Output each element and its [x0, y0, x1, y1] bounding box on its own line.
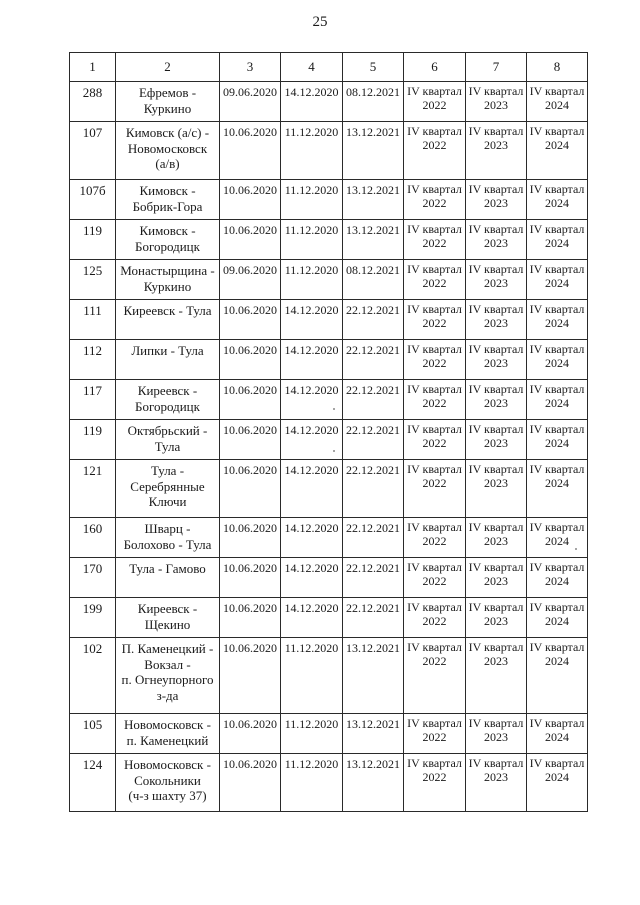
route-name-cell	[116, 380, 220, 420]
quarter-line: IV квартал	[407, 222, 462, 236]
quarter-cell-7	[466, 260, 527, 300]
route-name-cell	[116, 638, 220, 714]
quarter-line: IV квартал	[529, 84, 585, 98]
quarter-cell-8	[527, 638, 588, 714]
date-cell-5: 22.12.2021	[343, 598, 404, 638]
table-row	[70, 380, 588, 420]
quarter-cell-7	[466, 122, 527, 180]
quarter-line: 2023	[484, 275, 508, 290]
route-name-line: Новомосковск -	[124, 717, 211, 732]
route-name-line: Новомосковск -	[124, 757, 211, 772]
quarter-line: 2023	[484, 137, 508, 152]
route-number-cell: 102	[70, 638, 116, 714]
quarter-cell-7	[466, 598, 527, 638]
date-cell-3: 10.06.2020	[220, 460, 281, 518]
quarter-line: IV квартал	[407, 462, 462, 476]
quarter-line: IV квартал	[407, 262, 462, 276]
quarter-line: 2022	[422, 275, 447, 290]
route-name-cell	[116, 558, 220, 598]
date-cell-5: 22.12.2021	[343, 460, 404, 518]
table-row	[70, 558, 588, 598]
header-cell-3: 3	[220, 53, 281, 82]
quarter-line: 2024	[545, 315, 569, 330]
date-cell-4: 11.12.2020	[281, 220, 343, 260]
route-name-line: Киреевск - Тула	[123, 303, 212, 318]
quarter-line: 2024	[545, 613, 569, 628]
quarter-cell-6	[404, 518, 466, 558]
quarter-line: 2024	[545, 533, 569, 548]
route-name-line: Кимовск -	[139, 223, 196, 238]
quarter-line: IV квартал	[468, 222, 524, 236]
date-cell-3: 09.06.2020	[220, 260, 281, 300]
quarter-cell-8	[527, 598, 588, 638]
quarter-cell-6	[404, 714, 466, 754]
quarter-cell-8	[527, 754, 588, 812]
route-number-cell: 170	[70, 558, 116, 598]
quarter-line: IV квартал	[468, 84, 524, 98]
quarter-line: 2023	[484, 235, 508, 250]
quarter-line: 2022	[422, 475, 447, 490]
table-row	[70, 638, 588, 714]
route-name-line: Богородицк	[135, 238, 200, 254]
route-name-cell	[116, 82, 220, 122]
quarter-line: 2022	[422, 613, 447, 628]
header-cell-5: 5	[343, 53, 404, 82]
quarter-line: 2024	[545, 275, 569, 290]
route-number-cell: 199	[70, 598, 116, 638]
quarter-line: 2022	[422, 573, 447, 588]
quarter-cell-7	[466, 754, 527, 812]
route-name-line: Щекино	[144, 616, 191, 632]
route-name-line: Серебрянные	[130, 478, 205, 494]
date-cell-4: 14.12.2020	[281, 300, 343, 340]
quarter-cell-6	[404, 754, 466, 812]
quarter-cell-6	[404, 638, 466, 714]
quarter-cell-7	[466, 420, 527, 460]
date-cell-4: 11.12.2020	[281, 638, 343, 714]
route-name-line: (ч-з шахту 37)	[128, 788, 207, 804]
quarter-line: IV квартал	[529, 600, 585, 614]
route-name-cell	[116, 754, 220, 812]
date-cell-4: 11.12.2020	[281, 260, 343, 300]
quarter-line: IV квартал	[468, 342, 524, 356]
table-row	[70, 300, 588, 340]
route-name-line: Ефремов -	[138, 85, 197, 100]
quarter-line: 2024	[545, 653, 569, 668]
date-cell-4: 14.12.2020	[281, 518, 343, 558]
date-cell-5: 22.12.2021	[343, 300, 404, 340]
date-cell-3: 10.06.2020	[220, 340, 281, 380]
route-name-line: Куркино	[143, 278, 192, 294]
date-cell-3: 10.06.2020	[220, 300, 281, 340]
quarter-cell-6	[404, 260, 466, 300]
quarter-cell-7	[466, 518, 527, 558]
header-row	[70, 53, 588, 82]
route-number-cell: 111	[70, 300, 116, 340]
quarter-line: IV квартал	[407, 124, 462, 138]
quarter-cell-7	[466, 220, 527, 260]
header-cell-1: 1	[70, 53, 116, 82]
quarter-cell-8	[527, 558, 588, 598]
header-cell-7: 7	[466, 53, 527, 82]
date-cell-4: 14.12.2020	[281, 340, 343, 380]
quarter-cell-7	[466, 340, 527, 380]
date-cell-3: 10.06.2020	[220, 598, 281, 638]
quarter-cell-8	[527, 460, 588, 518]
quarter-line: IV квартал	[468, 756, 524, 770]
quarter-line: IV квартал	[407, 342, 462, 356]
route-number-cell: 107б	[70, 180, 116, 220]
quarter-cell-8	[527, 300, 588, 340]
quarter-line: IV квартал	[468, 262, 524, 276]
quarter-cell-6	[404, 460, 466, 518]
route-name-cell	[116, 220, 220, 260]
quarter-line: IV квартал	[529, 520, 585, 534]
quarter-line: 2023	[484, 729, 508, 744]
route-name-line: Куркино	[143, 100, 192, 116]
date-cell-4: 14.12.2020	[281, 598, 343, 638]
quarter-line: 2023	[484, 97, 508, 112]
quarter-line: 2022	[422, 533, 447, 548]
route-number-cell: 119	[70, 420, 116, 460]
quarter-cell-8	[527, 122, 588, 180]
quarter-line: 2022	[422, 235, 447, 250]
quarter-line: IV квартал	[468, 560, 524, 574]
quarter-cell-8	[527, 380, 588, 420]
header-cell-4: 4	[281, 53, 343, 82]
quarter-line: 2022	[422, 395, 447, 410]
route-name-line: п. Огнеупорного	[121, 672, 214, 688]
quarter-line: IV квартал	[529, 560, 585, 574]
route-name-line: Липки - Тула	[131, 343, 204, 358]
quarter-line: 2023	[484, 613, 508, 628]
date-cell-3: 10.06.2020	[220, 518, 281, 558]
quarter-cell-8	[527, 340, 588, 380]
route-name-cell	[116, 460, 220, 518]
header-cell-8: 8	[527, 53, 588, 82]
table-body	[70, 53, 588, 812]
route-name-line: Октябрьский -	[127, 423, 208, 438]
route-name-line: п. Каменецкий	[126, 732, 209, 748]
route-name-line: Бобрик-Гора	[132, 198, 203, 214]
route-name-line: Болохово - Тула	[123, 536, 212, 552]
date-cell-3: 10.06.2020	[220, 638, 281, 714]
route-name-line: Киреевск -	[137, 383, 198, 398]
quarter-line: 2024	[545, 235, 569, 250]
date-cell-5: 22.12.2021	[343, 340, 404, 380]
quarter-line: 2024	[545, 769, 569, 784]
quarter-cell-6	[404, 598, 466, 638]
route-number-cell: 105	[70, 714, 116, 754]
quarter-line: 2024	[545, 475, 569, 490]
quarter-cell-6	[404, 300, 466, 340]
quarter-line: IV квартал	[407, 600, 462, 614]
route-name-cell	[116, 180, 220, 220]
route-name-line: з-да	[156, 687, 179, 703]
quarter-cell-6	[404, 558, 466, 598]
route-name-line: Новомосковск	[127, 140, 208, 156]
route-name-line: П. Каменецкий -	[121, 641, 214, 656]
quarter-line: 2023	[484, 573, 508, 588]
quarter-line: IV квартал	[468, 124, 524, 138]
date-cell-5: 13.12.2021	[343, 180, 404, 220]
date-cell-3: 10.06.2020	[220, 380, 281, 420]
route-name-line: Шварц -	[144, 521, 191, 536]
quarter-line: 2022	[422, 137, 447, 152]
quarter-line: IV квартал	[468, 520, 524, 534]
quarter-line: 2024	[545, 355, 569, 370]
date-cell-5: 13.12.2021	[343, 220, 404, 260]
route-name-line: Тула -	[150, 463, 185, 478]
quarter-line: IV квартал	[529, 182, 585, 196]
quarter-line: 2024	[545, 395, 569, 410]
quarter-cell-7	[466, 558, 527, 598]
page-number: 25	[312, 14, 328, 30]
route-number-cell: 125	[70, 260, 116, 300]
date-cell-4: 14.12.2020	[281, 558, 343, 598]
table-row	[70, 598, 588, 638]
route-number-cell: 117	[70, 380, 116, 420]
quarter-line: 2024	[545, 435, 569, 450]
date-cell-5: 13.12.2021	[343, 638, 404, 714]
quarter-line: IV квартал	[529, 382, 585, 396]
quarter-cell-8	[527, 82, 588, 122]
date-cell-4: 11.12.2020	[281, 122, 343, 180]
quarter-cell-6	[404, 180, 466, 220]
quarter-line: IV квартал	[407, 422, 462, 436]
route-name-cell	[116, 714, 220, 754]
route-number-cell: 119	[70, 220, 116, 260]
quarter-line: 2023	[484, 475, 508, 490]
date-cell-4: 14.12.2020	[281, 420, 343, 460]
date-cell-3: 10.06.2020	[220, 122, 281, 180]
quarter-line: 2024	[545, 573, 569, 588]
quarter-cell-6	[404, 340, 466, 380]
table-row	[70, 460, 588, 518]
route-name-cell	[116, 518, 220, 558]
route-number-cell: 112	[70, 340, 116, 380]
table-row	[70, 180, 588, 220]
date-cell-5: 22.12.2021	[343, 420, 404, 460]
quarter-line: 2023	[484, 435, 508, 450]
quarter-cell-6	[404, 220, 466, 260]
quarter-cell-7	[466, 638, 527, 714]
date-cell-5: 08.12.2021	[343, 260, 404, 300]
quarter-line: 2023	[484, 653, 508, 668]
quarter-line: 2022	[422, 97, 447, 112]
date-cell-4: 14.12.2020	[281, 82, 343, 122]
date-cell-4: 11.12.2020	[281, 754, 343, 812]
quarter-line: IV квартал	[529, 222, 585, 236]
route-name-line: Ключи	[148, 494, 187, 510]
quarter-line: 2024	[545, 137, 569, 152]
route-name-line: Сокольники	[134, 772, 201, 788]
quarter-line: 2022	[422, 769, 447, 784]
date-cell-3: 10.06.2020	[220, 754, 281, 812]
quarter-line: IV квартал	[529, 262, 585, 276]
quarter-line: IV квартал	[468, 382, 524, 396]
quarter-cell-7	[466, 300, 527, 340]
scan-speck	[333, 450, 335, 452]
quarter-cell-7	[466, 460, 527, 518]
quarter-line: 2024	[545, 729, 569, 744]
quarter-line: IV квартал	[529, 342, 585, 356]
quarter-cell-7	[466, 714, 527, 754]
table-row	[70, 340, 588, 380]
quarter-line: IV квартал	[407, 382, 462, 396]
date-cell-3: 10.06.2020	[220, 220, 281, 260]
table-row	[70, 260, 588, 300]
quarter-line: IV квартал	[529, 640, 585, 654]
header-cell-2: 2	[116, 53, 220, 82]
quarter-cell-8	[527, 518, 588, 558]
route-name-line: Тула	[154, 438, 181, 454]
quarter-line: IV квартал	[468, 422, 524, 436]
quarter-line: IV квартал	[407, 560, 462, 574]
date-cell-3: 10.06.2020	[220, 714, 281, 754]
quarter-cell-7	[466, 180, 527, 220]
quarter-line: IV квартал	[407, 756, 462, 770]
quarter-line: 2024	[545, 97, 569, 112]
date-cell-4: 11.12.2020	[281, 714, 343, 754]
quarter-line: IV квартал	[529, 302, 585, 316]
quarter-cell-8	[527, 180, 588, 220]
quarter-line: 2022	[422, 729, 447, 744]
scan-speck	[333, 408, 335, 410]
quarter-line: 2023	[484, 533, 508, 548]
quarter-line: IV квартал	[407, 520, 462, 534]
date-cell-5: 13.12.2021	[343, 754, 404, 812]
quarter-line: IV квартал	[468, 462, 524, 476]
date-cell-4: 14.12.2020	[281, 460, 343, 518]
date-cell-3: 10.06.2020	[220, 558, 281, 598]
route-name-cell	[116, 300, 220, 340]
quarter-line: IV квартал	[407, 640, 462, 654]
route-name-line: Кимовск (а/с) -	[125, 125, 210, 140]
quarter-line: 2022	[422, 355, 447, 370]
date-cell-5: 22.12.2021	[343, 558, 404, 598]
date-cell-3: 10.06.2020	[220, 420, 281, 460]
quarter-cell-8	[527, 420, 588, 460]
route-name-cell	[116, 122, 220, 180]
header-cell-6: 6	[404, 53, 466, 82]
quarter-cell-6	[404, 380, 466, 420]
quarter-cell-8	[527, 220, 588, 260]
table-row	[70, 420, 588, 460]
date-cell-4: 14.12.2020	[281, 380, 343, 420]
route-number-cell: 124	[70, 754, 116, 812]
quarter-line: 2022	[422, 653, 447, 668]
route-name-line: Монастырщина -	[120, 263, 215, 278]
quarter-line: 2023	[484, 769, 508, 784]
route-number-cell: 121	[70, 460, 116, 518]
quarter-cell-8	[527, 260, 588, 300]
date-cell-5: 22.12.2021	[343, 518, 404, 558]
quarter-line: 2023	[484, 395, 508, 410]
quarter-cell-7	[466, 380, 527, 420]
date-cell-5: 13.12.2021	[343, 122, 404, 180]
quarter-cell-8	[527, 714, 588, 754]
quarter-cell-6	[404, 82, 466, 122]
quarter-line: IV квартал	[468, 182, 524, 196]
quarter-line: 2023	[484, 195, 508, 210]
quarter-line: IV квартал	[407, 302, 462, 316]
table-row	[70, 220, 588, 260]
quarter-cell-6	[404, 420, 466, 460]
route-name-cell	[116, 260, 220, 300]
date-cell-5: 22.12.2021	[343, 380, 404, 420]
quarter-line: 2022	[422, 195, 447, 210]
quarter-line: IV квартал	[407, 182, 462, 196]
route-name-cell	[116, 340, 220, 380]
date-cell-5: 13.12.2021	[343, 714, 404, 754]
route-name-line: Кимовск -	[139, 183, 196, 198]
quarter-line: IV квартал	[529, 462, 585, 476]
date-cell-3: 09.06.2020	[220, 82, 281, 122]
quarter-line: IV квартал	[529, 756, 585, 770]
quarter-line: IV квартал	[407, 84, 462, 98]
date-cell-5: 08.12.2021	[343, 82, 404, 122]
table-row	[70, 518, 588, 558]
routes-table	[69, 52, 588, 812]
quarter-cell-6	[404, 122, 466, 180]
quarter-line: IV квартал	[529, 422, 585, 436]
table-row	[70, 82, 588, 122]
quarter-line: IV квартал	[468, 302, 524, 316]
route-name-line: Тула - Гамово	[129, 561, 206, 576]
route-name-cell	[116, 420, 220, 460]
quarter-line: 2023	[484, 315, 508, 330]
route-number-cell: 288	[70, 82, 116, 122]
quarter-line: 2022	[422, 435, 447, 450]
quarter-line: IV квартал	[468, 640, 524, 654]
route-number-cell: 107	[70, 122, 116, 180]
quarter-line: 2024	[545, 195, 569, 210]
quarter-line: IV квартал	[407, 716, 462, 730]
quarter-line: IV квартал	[468, 716, 524, 730]
quarter-line: 2023	[484, 355, 508, 370]
route-name-line: Киреевск -	[137, 601, 198, 616]
table-row	[70, 122, 588, 180]
quarter-cell-7	[466, 82, 527, 122]
scan-speck	[575, 548, 577, 550]
quarter-line: 2022	[422, 315, 447, 330]
route-name-line: Вокзал -	[144, 656, 191, 672]
route-number-cell: 160	[70, 518, 116, 558]
quarter-line: IV квартал	[529, 124, 585, 138]
table-row	[70, 754, 588, 812]
route-name-cell	[116, 598, 220, 638]
route-name-line: Богородицк	[135, 398, 200, 414]
date-cell-3: 10.06.2020	[220, 180, 281, 220]
route-name-line: (а/в)	[155, 156, 180, 172]
table-row	[70, 714, 588, 754]
quarter-line: IV квартал	[529, 716, 585, 730]
quarter-line: IV квартал	[468, 600, 524, 614]
date-cell-4: 11.12.2020	[281, 180, 343, 220]
